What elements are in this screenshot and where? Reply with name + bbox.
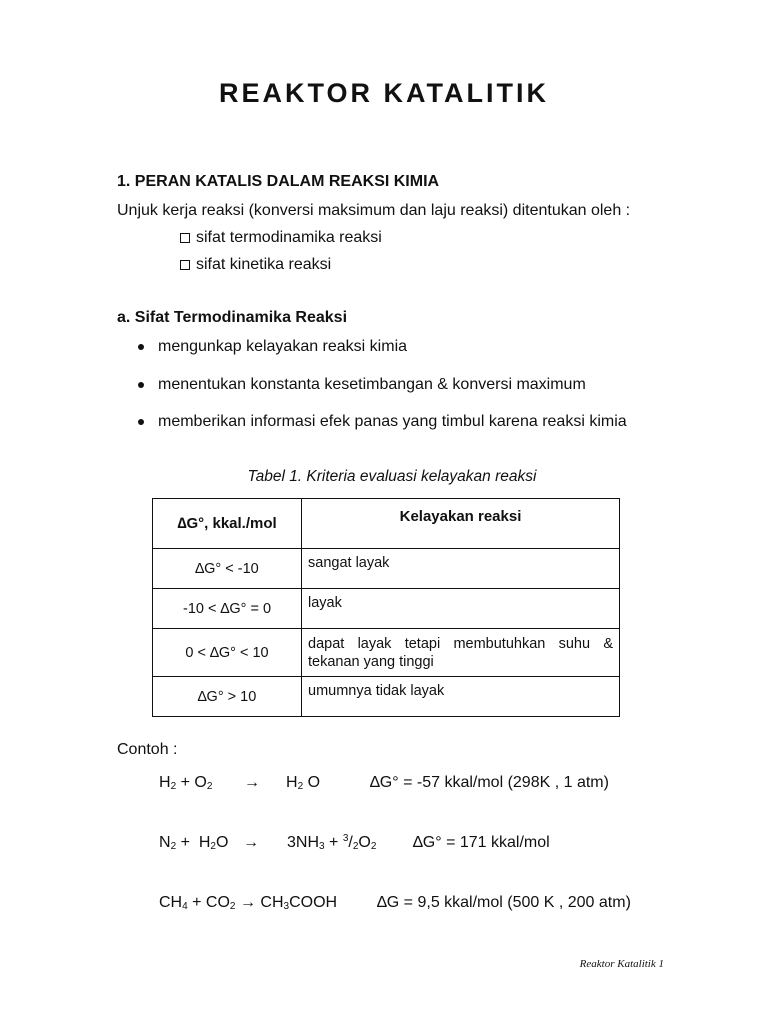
equation-3-delta-g: ∆G = 9,5 kkal/mol (500 K , 200 atm) — [377, 894, 631, 911]
checkbox-icon — [180, 260, 190, 270]
table-row — [153, 677, 620, 717]
bullet-item-label: mengunkap kelayakan reaksi kimia — [158, 338, 408, 355]
checklist-item — [180, 229, 382, 247]
arrow-icon: → — [243, 834, 259, 851]
cell-feasibility: sangat layak — [302, 549, 620, 589]
equation-1-delta-g: ∆G° = -57 kkal/mol (298K , 1 atm) — [370, 774, 609, 791]
header-feasibility: Kelayakan reaksi — [302, 499, 620, 549]
cell-feasibility: dapat layak tetapi membutuhkan suhu & tekanan yang tinggi — [302, 629, 620, 677]
arrow-icon: → — [239, 894, 256, 911]
checkbox-icon — [180, 233, 190, 243]
equation-3: $CH_4 + CO_2$ → $CH_3COOH$ — [159, 894, 338, 912]
bullet-icon — [138, 382, 144, 388]
page-footer: Reaktor Katalitik 1 — [579, 958, 664, 970]
cell-feasibility: umumnya tidak layak — [302, 677, 620, 717]
checklist-item-label: sifat termodinamika reaksi — [196, 229, 382, 246]
equation-2-products: $3NH_3 + ^3/_2O_2$ — [287, 833, 377, 852]
table-row — [153, 629, 620, 677]
bullet-item — [138, 376, 586, 394]
equation-1-product: $H_2$ O — [286, 774, 321, 792]
section-heading-1: 1. PERAN KATALIS DALAM REAKSI KIMIA — [117, 173, 440, 190]
table-header-row — [153, 499, 620, 549]
cell-condition: ∆G° < -10 — [153, 549, 302, 589]
equation-1-reactants: $H_2 + O_2$ — [159, 774, 213, 792]
examples-label: Contoh : — [117, 741, 178, 758]
cell-condition: -10 < ∆G° = 0 — [153, 589, 302, 629]
checklist-item — [180, 256, 331, 274]
bullet-item-label: menentukan konstanta kesetimbangan & konversi maximum — [158, 376, 586, 393]
bullet-item — [138, 413, 627, 431]
table-row — [153, 589, 620, 629]
cell-condition: 0 < ∆G° < 10 — [153, 629, 302, 677]
bullet-item-label: memberikan informasi efek panas yang timbul karena reaksi kimia — [158, 413, 627, 430]
bullet-icon — [138, 419, 144, 425]
table-caption: Tabel 1. Kriteria evaluasi kelayakan reaksi — [247, 468, 537, 485]
criteria-table — [152, 498, 620, 717]
header-delta-g: ∆G°, kkal./mol — [153, 499, 302, 549]
arrow-icon: → — [244, 774, 260, 791]
checklist-item-label: sifat kinetika reaksi — [196, 256, 332, 273]
document-title: REAKTOR KATALITIK — [219, 78, 549, 108]
intro-text: Unjuk kerja reaksi (konversi maksimum dan laju reaksi) ditentukan oleh : — [117, 202, 631, 219]
equation-2-delta-g: ∆G° = 171 kkal/mol — [413, 834, 550, 851]
equation-2-reactants: $N_2 + H_2O$ — [159, 834, 229, 852]
table-row — [153, 549, 620, 589]
cell-condition: ∆G° > 10 — [153, 677, 302, 717]
section-heading-a: a. Sifat Termodinamika Reaksi — [117, 309, 348, 326]
cell-feasibility: layak — [302, 589, 620, 629]
bullet-icon — [138, 344, 144, 350]
bullet-item — [138, 338, 407, 356]
